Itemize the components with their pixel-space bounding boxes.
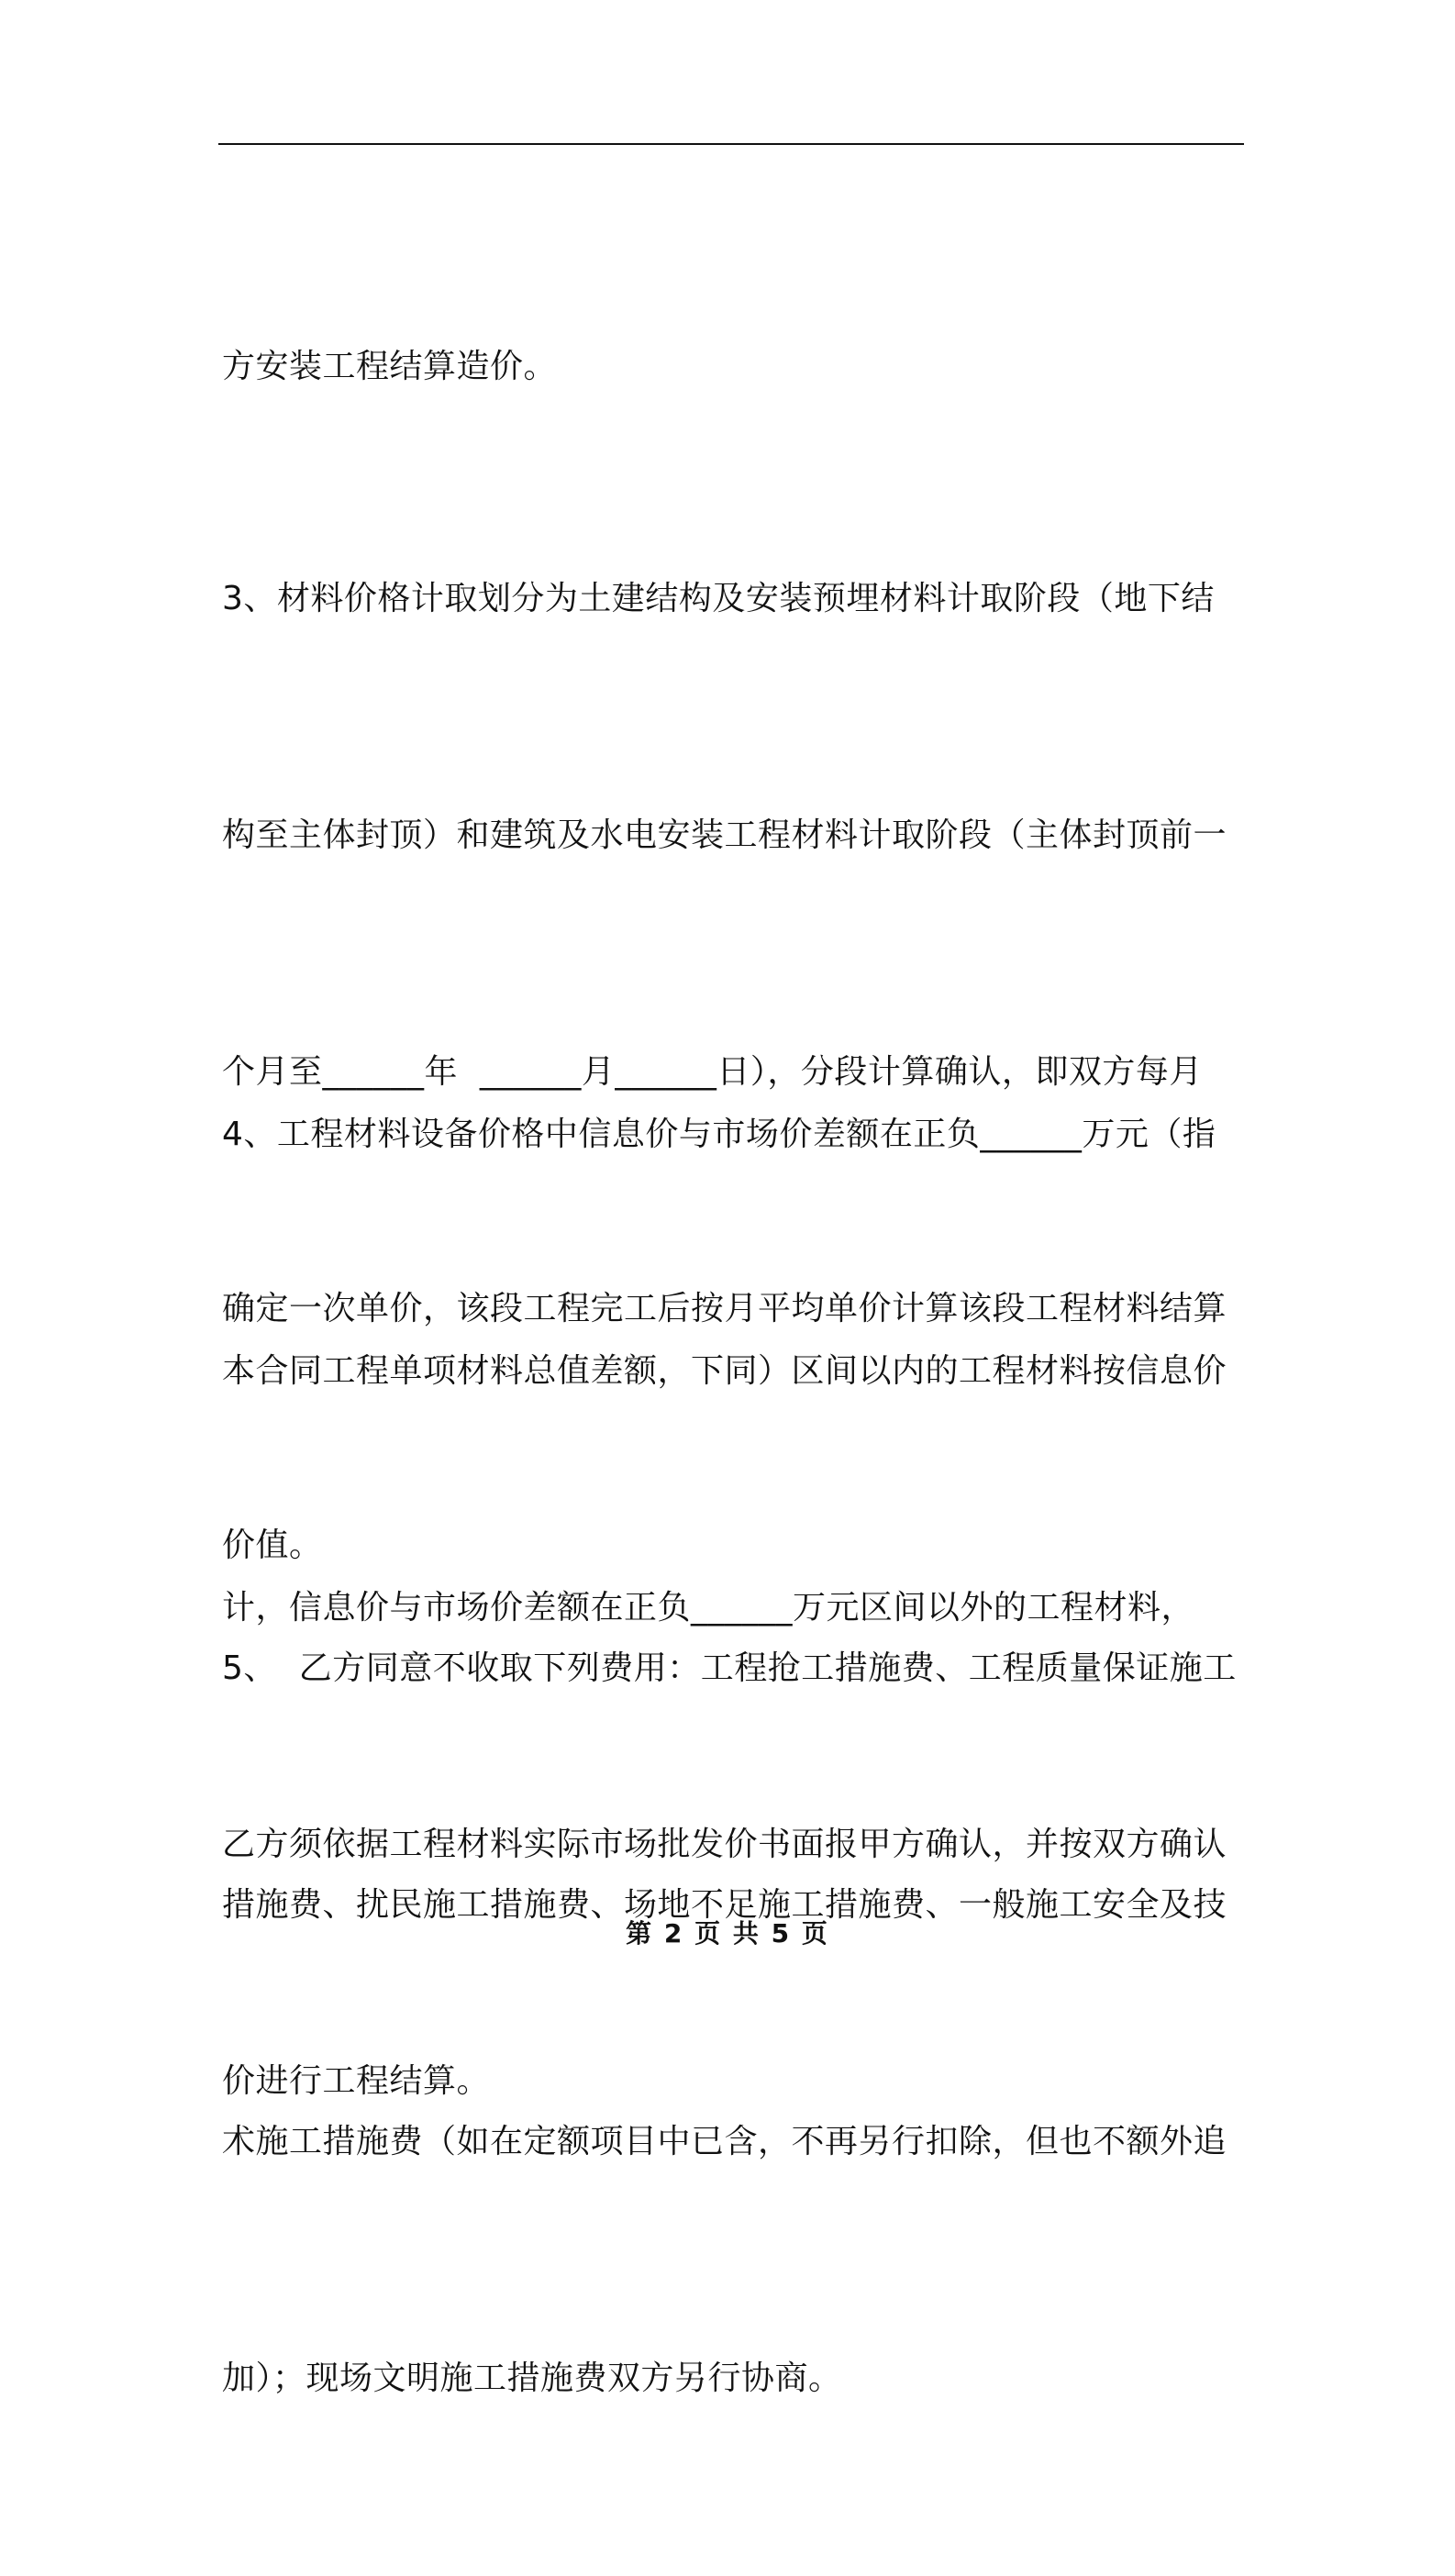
paragraph-line: 方安装工程结算造价。 <box>222 348 558 385</box>
header-rule <box>218 143 1244 145</box>
paragraph-line: 计，信息价与市场价差额在正负______万元区间以外的工程材料， <box>222 1589 1195 1627</box>
paragraph-line: 乙方须依据工程材料实际市场批发价书面报甲方确认，并按双方确认 <box>222 1826 1227 1863</box>
paragraph-line: 本合同工程单项材料总值差额，下同）区间以内的工程材料按信息价 <box>222 1352 1227 1390</box>
paragraph-line: 构至主体封顶）和建筑及水电安装工程材料计取阶段（主体封顶前一 <box>222 816 1227 854</box>
paragraph-line: 确定一次单价，该段工程完工后按月平均单价计算该段工程材料结算 <box>222 1290 1227 1327</box>
paragraph-line: 价值。 <box>222 1527 323 1564</box>
paragraph-line: 个月至______年 ______月______日），分段计算确认，即双方每月 <box>222 1053 1203 1091</box>
page-number-footer: 第 2 页 共 5 页 <box>626 1918 829 1949</box>
paragraph-line: 5、 乙方同意不收取下列费用：工程抢工措施费、工程质量保证施工 <box>222 1649 1237 1687</box>
paragraph-line: 术施工措施费（如在定额项目中已含，不再另行扣除，但也不额外追 <box>222 2123 1227 2160</box>
paragraph-line: 3、材料价格计取划分为土建结构及安装预埋材料计取阶段（地下结 <box>222 580 1215 617</box>
paragraph-line: 价进行工程结算。 <box>222 2062 491 2100</box>
paragraph-line: 措施费、扰民施工措施费、场地不足施工措施费、一般施工安全及技 <box>222 1886 1227 1924</box>
paragraph-item-5 <box>222 1471 1248 2576</box>
paragraph-line: 加）；现场文明施工措施费双方另行协商。 <box>222 2359 842 2397</box>
paragraph-line: 4、工程材料设备价格中信息价与市场价差额在正负______万元（指 <box>222 1116 1216 1153</box>
